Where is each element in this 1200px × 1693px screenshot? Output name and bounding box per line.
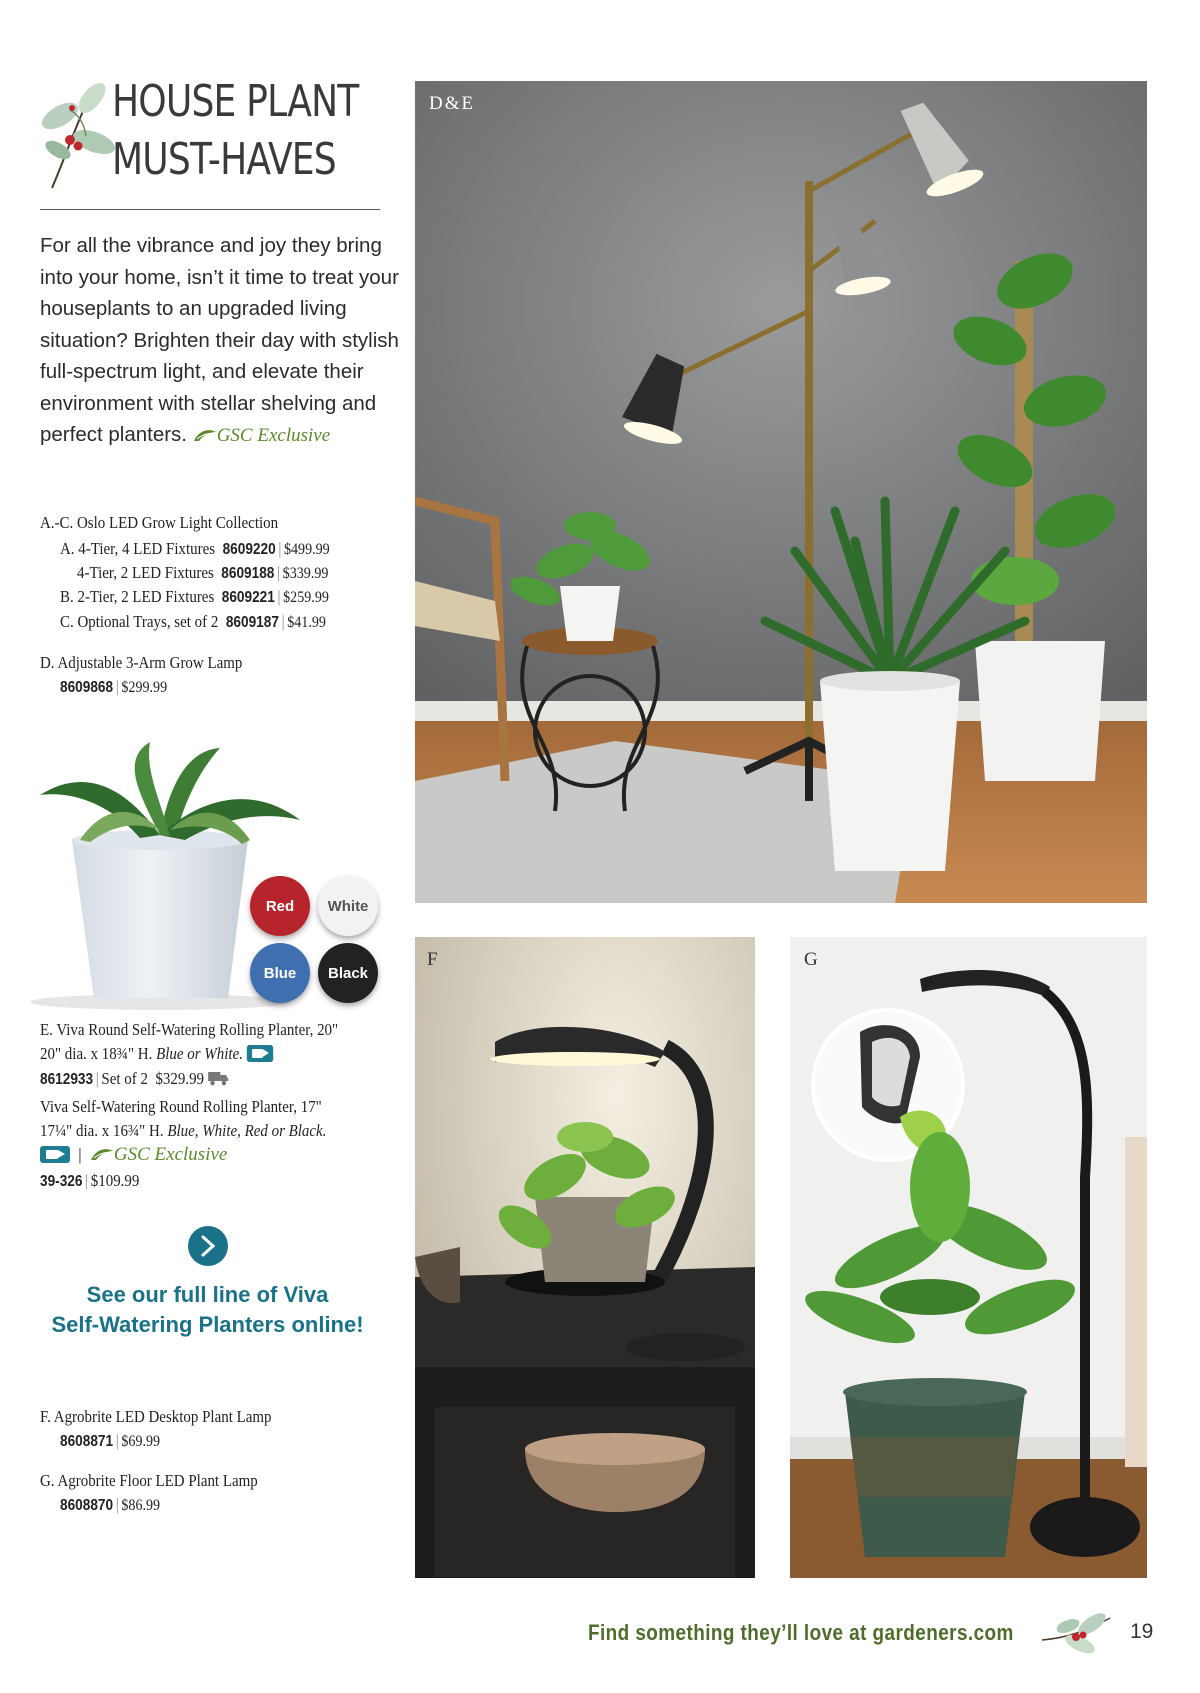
product-f-price: $69.99: [121, 1433, 161, 1450]
product-b-row: B. 2-Tier, 2 LED Fixtures 8609221 | $259.99: [60, 587, 329, 606]
intro-paragraph: [40, 230, 400, 452]
leaf-icon: [90, 1147, 114, 1161]
product-d-price: $299.99: [121, 679, 168, 696]
product-a1-sku: 8609220: [222, 541, 276, 558]
product-viva17-dims: 17¼" dia. x 16¾" H.: [40, 1121, 164, 1140]
swatch-white[interactable]: White: [318, 876, 378, 936]
leaf-icon: [193, 428, 217, 442]
gsc-exclusive-label: GSC Exclusive: [216, 425, 331, 446]
product-a2-name: 4-Tier, 2 LED Fixtures: [77, 563, 214, 582]
product-viva17-row: 39-326 | $109.99: [40, 1171, 140, 1190]
product-g-sku: 8608870: [60, 1497, 114, 1514]
product-viva17-heading: Viva Self-Watering Round Rolling Planter, 17": [40, 1097, 322, 1116]
holly-sprig-icon: [1040, 1604, 1115, 1664]
product-d-sku: 8609868: [60, 679, 114, 696]
product-c-price: $41.99: [287, 614, 326, 631]
product-e-colors: Blue or White.: [156, 1044, 243, 1063]
photo-desktop-plant-lamp: [415, 937, 755, 1578]
product-e-sku: 8612933: [40, 1071, 94, 1088]
shipping-truck-icon: [208, 1070, 229, 1086]
gsc-exclusive-badge: [193, 425, 330, 446]
product-b-name: 2-Tier, 2 LED Fixtures: [77, 587, 215, 606]
photo-label-g: G: [804, 949, 818, 970]
product-c-name: Optional Trays, set of 2: [77, 612, 219, 631]
product-e-price: $329.99: [155, 1069, 205, 1088]
page-title-line-1: HOUSE PLANT: [112, 76, 359, 127]
photo-floor-plant-lamp: [790, 937, 1147, 1578]
three-arm-lamp-scene: [415, 81, 1147, 903]
photo-three-arm-grow-lamp: [415, 81, 1147, 903]
product-viva17-badges: | GSC Exclusive: [40, 1143, 227, 1167]
product-g-row: 8608870 | $86.99: [60, 1495, 161, 1514]
product-f-sku: 8608871: [60, 1433, 114, 1450]
product-viva17-colors: Blue, White, Red or Black.: [167, 1121, 327, 1140]
photo-label-f: F: [427, 949, 438, 970]
swatch-black[interactable]: Black: [318, 943, 378, 1003]
product-b-letter: B.: [60, 587, 74, 606]
cta-line-2: Self-Watering Planters online!: [51, 1312, 364, 1337]
product-c-letter: C.: [60, 612, 74, 631]
product-e-row: 8612933 | Set of 2 $329.99: [40, 1067, 229, 1092]
product-a1-name: 4-Tier, 4 LED Fixtures: [78, 539, 216, 558]
product-b-sku: 8609221: [221, 589, 275, 606]
floor-lamp-scene: [790, 937, 1147, 1578]
intro-text: For all the vibrance and joy they bring into your home, isn’t it time to treat your houseplants to an upgraded living situation? Brighten their day with stylish full-spectrum light, and elevate their environment with stellar shelving and perfect planters.: [40, 234, 399, 446]
page-header: [40, 72, 395, 212]
product-e-details: [40, 1042, 273, 1066]
product-g-heading: G. Agrobrite Floor LED Plant Lamp: [40, 1471, 258, 1490]
product-f-row: 8608871 | $69.99: [60, 1431, 161, 1450]
product-f-heading: F. Agrobrite LED Desktop Plant Lamp: [40, 1407, 272, 1426]
product-viva17-sku: 39-326: [40, 1173, 83, 1190]
swatch-red[interactable]: Red: [250, 876, 310, 936]
product-a1-price: $499.99: [283, 541, 330, 558]
product-a-letter: A.: [60, 539, 75, 558]
product-g-price: $86.99: [121, 1497, 161, 1514]
title-divider: [40, 209, 380, 210]
product-b-price: $259.99: [283, 589, 329, 606]
see-more-arrow-button[interactable]: [188, 1226, 228, 1266]
desktop-lamp-scene: [415, 937, 755, 1578]
product-d-heading: D. Adjustable 3-Arm Grow Lamp: [40, 653, 243, 672]
gsc-exclusive-badge: [90, 1144, 227, 1165]
photo-label-de: D&E: [429, 93, 476, 114]
footer-website-link[interactable]: Find something they’ll love at gardeners.com: [588, 1620, 1014, 1645]
product-a2-sku: 8609188: [221, 565, 275, 582]
page-number: 19: [1130, 1620, 1154, 1643]
chevron-right-icon: [199, 1235, 217, 1257]
product-ac-heading: A.-C. Oslo LED Grow Light Collection: [40, 513, 279, 532]
see-full-line-link[interactable]: [40, 1280, 375, 1340]
product-c-row: C. Optional Trays, set of 2 8609187 | $41.99: [60, 612, 326, 631]
swatch-blue[interactable]: Blue: [250, 943, 310, 1003]
product-e-heading: E. Viva Round Self-Watering Rolling Planter, 20": [40, 1020, 339, 1039]
product-d-row: 8609868 | $299.99: [60, 677, 168, 696]
product-c-sku: 8609187: [225, 614, 279, 631]
product-e-set: Set of 2: [101, 1069, 148, 1088]
video-icon[interactable]: [40, 1146, 70, 1163]
page-title-line-2: MUST-HAVES: [112, 134, 336, 185]
cta-line-1: See our full line of Viva: [86, 1282, 329, 1307]
product-a2-price: $339.99: [282, 565, 329, 582]
product-a1-row: A. 4-Tier, 4 LED Fixtures 8609220 | $499.99: [60, 539, 330, 558]
holly-sprig-icon: [40, 80, 118, 190]
product-e-dims: 20" dia. x 18¾" H.: [40, 1044, 153, 1063]
product-a2-row: 4-Tier, 2 LED Fixtures 8609188 | $339.99: [77, 563, 329, 582]
product-viva17-price: $109.99: [90, 1171, 140, 1190]
video-icon[interactable]: [247, 1045, 273, 1062]
gsc-exclusive-label: GSC Exclusive: [113, 1144, 228, 1165]
product-viva17-details: [40, 1119, 326, 1143]
